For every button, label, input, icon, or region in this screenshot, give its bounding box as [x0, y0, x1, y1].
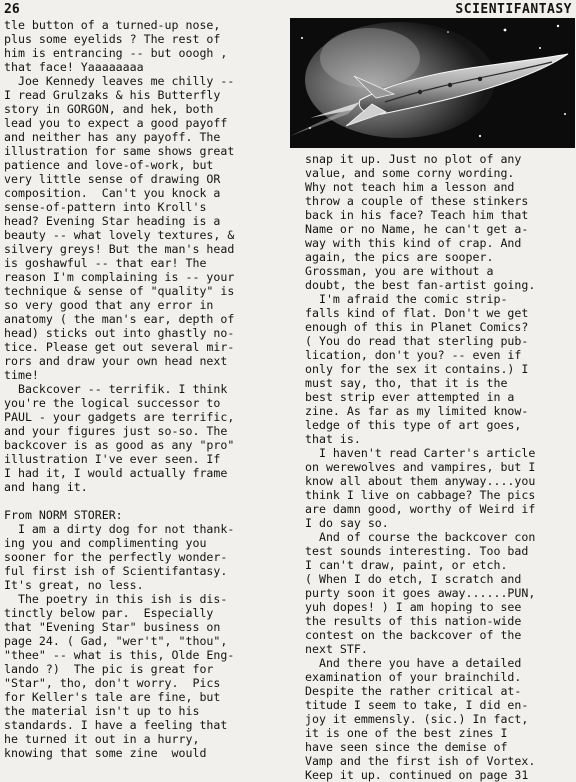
text-line: are damn good, worthy of Weird if: [305, 502, 536, 516]
text-line: that is.: [305, 432, 361, 446]
text-line: doubt, the best fan-artist going.: [305, 278, 536, 292]
text-line: is goshawful -- that ear! The: [4, 256, 207, 270]
text-line: next STF.: [305, 642, 368, 656]
text-line: falls kind of flat. Don't we get: [305, 306, 529, 320]
text-line: I am a dirty dog for not thank-: [4, 522, 235, 536]
text-line: lando ?) The pic is great for: [4, 662, 214, 676]
text-line: anatomy ( the man's ear, depth of: [4, 312, 235, 326]
text-line: and hang it.: [4, 480, 88, 494]
text-line: tle button of a turned-up nose,: [4, 18, 221, 32]
text-line: rors and draw your own head next: [4, 354, 228, 368]
text-line: "Star", tho, don't worry. Pics: [4, 676, 221, 690]
text-line: snap it up. Just no plot of any: [305, 152, 522, 166]
right-text-column: [305, 152, 573, 782]
text-line: I'm afraid the comic strip-: [305, 292, 508, 306]
text-line: back in his face? Teach him that: [305, 208, 529, 222]
text-line: best strip ever attempted in a: [305, 390, 515, 404]
text-line: Vamp and the first ish of Vortex.: [305, 754, 536, 768]
text-line: technique & sense of "quality" is: [4, 284, 235, 298]
text-line: the results of this nation-wide: [305, 614, 522, 628]
text-line: It's great, no less.: [4, 578, 144, 592]
text-line: purty soon it goes away......PUN,: [305, 586, 536, 600]
text-line: head) sticks out into ghastly no-: [4, 326, 235, 340]
text-line: And there you have a detailed: [305, 656, 522, 670]
text-line: The poetry in this ish is dis-: [4, 592, 228, 606]
text-line: examination of your brainchild.: [305, 670, 522, 684]
text-line: joy it emmensly. (sic.) In fact,: [305, 712, 529, 726]
text-line: him is entrancing -- but ooogh ,: [4, 46, 228, 60]
text-line: And of course the backcover con: [305, 530, 536, 544]
text-line: enough of this in Planet Comics?: [305, 320, 529, 334]
text-line: think I live on cabbage? The pics: [305, 488, 536, 502]
text-line: reason I'm complaining is -- your: [4, 270, 235, 284]
text-line: that face! Yaaaaaaaa: [4, 60, 144, 74]
text-line: From NORM STORER:: [4, 508, 123, 522]
text-line: Keep it up. continued on page 31: [305, 768, 529, 782]
text-line: illustration for same shows great: [4, 144, 235, 158]
text-line: you're the logical successor to: [4, 396, 221, 410]
text-line: Name or no Name, he can't get a-: [305, 222, 529, 236]
text-line: Backcover -- terrifik. I think: [4, 382, 228, 396]
text-line: time!: [4, 368, 39, 382]
text-line: Grossman, you are without a: [305, 264, 494, 278]
text-line: tice. Please get out several mir-: [4, 340, 235, 354]
text-line: titude I seem to take, I did en-: [305, 698, 529, 712]
text-line: the material isn't up to his: [4, 704, 200, 718]
text-line: yuh dopes! ) I am hoping to see: [305, 600, 522, 614]
rocket-ship-illustration: [290, 18, 575, 148]
text-line: "thee" -- what is this, Olde Eng-: [4, 648, 235, 662]
text-line: zine. As far as my limited know-: [305, 404, 529, 418]
text-line: very little sense of drawing OR: [4, 172, 221, 186]
text-line: backcover is as good as any "pro": [4, 438, 235, 452]
text-line: he turned it out in a hurry,: [4, 732, 200, 746]
text-line: for Keller's tale are fine, but: [4, 690, 221, 704]
text-line: lication, don't you? -- even if: [305, 348, 522, 362]
text-line: beauty -- what lovely textures, &: [4, 228, 235, 242]
text-line: knowing that some zine would: [4, 746, 207, 760]
text-line: contest on the backcover of the: [305, 628, 522, 642]
text-line: and your figures just so-so. The: [4, 424, 228, 438]
text-line: only for the sex it contains.) I: [305, 362, 529, 376]
page-number: 26: [4, 2, 20, 17]
text-line: I do say so.: [305, 516, 389, 530]
text-line: throw a couple of these stinkers: [305, 194, 529, 208]
text-line: that "Evening Star" business on: [4, 620, 221, 634]
text-line: I read Grulzaks & his Butterfly: [4, 88, 221, 102]
text-line: patience and love-of-work, but: [4, 158, 214, 172]
text-line: value, and some corny wording.: [305, 166, 515, 180]
text-line: I haven't read Carter's article: [305, 446, 536, 460]
rocket-ship-drawing: [290, 18, 575, 148]
text-line: PAUL - your gadgets are terrific,: [4, 410, 235, 424]
text-line: ledge of this type of art goes,: [305, 418, 522, 432]
text-line: ful first ish of Scientifantasy.: [4, 564, 228, 578]
text-line: standards. I have a feeling that: [4, 718, 228, 732]
text-line: I had it, I would actually frame: [4, 466, 228, 480]
left-text-column: [4, 18, 286, 760]
text-line: Despite the rather critical at-: [305, 684, 522, 698]
text-line: page 24. ( Gad, "wer't", "thou",: [4, 634, 228, 648]
text-line: Why not teach him a lesson and: [305, 180, 515, 194]
text-line: lead you to expect a good payoff: [4, 116, 228, 130]
text-line: Joe Kennedy leaves me chilly --: [4, 74, 235, 88]
text-line: on werewolves and vampires, but I: [305, 460, 536, 474]
text-line: it is one of the best zines I: [305, 726, 508, 740]
text-line: and neither has any payoff. The: [4, 130, 221, 144]
text-line: tinctly below par. Especially: [4, 606, 214, 620]
text-line: have seen since the demise of: [305, 740, 508, 754]
text-line: head? Evening Star heading is a: [4, 214, 221, 228]
text-line: story in GORGON, and hek, both: [4, 102, 214, 116]
text-line: must say, tho, that it is the: [305, 376, 508, 390]
magazine-title: SCIENTIFANTASY: [455, 2, 572, 17]
text-line: sooner for the perfectly wonder-: [4, 550, 228, 564]
text-line: know all about them anyway....you: [305, 474, 536, 488]
text-line: so very good that any error in: [4, 298, 214, 312]
text-line: ( When I do etch, I scratch and: [305, 572, 522, 586]
text-line: I can't draw, paint, or etch.: [305, 558, 508, 572]
text-line: [4, 494, 286, 508]
text-line: ing you and complimenting you: [4, 536, 207, 550]
text-line: again, the pics are sooper.: [305, 250, 494, 264]
text-line: plus some eyelids ? The rest of: [4, 32, 221, 46]
text-line: sense-of-pattern into Kroll's: [4, 200, 207, 214]
text-line: way with this kind of crap. And: [305, 236, 522, 250]
text-line: ( You do read that sterling pub-: [305, 334, 529, 348]
text-line: test sounds interesting. Too bad: [305, 544, 529, 558]
text-line: composition. Can't you knock a: [4, 186, 221, 200]
text-line: illustration I've ever seen. If: [4, 452, 221, 466]
text-line: silvery greys! But the man's head: [4, 242, 235, 256]
